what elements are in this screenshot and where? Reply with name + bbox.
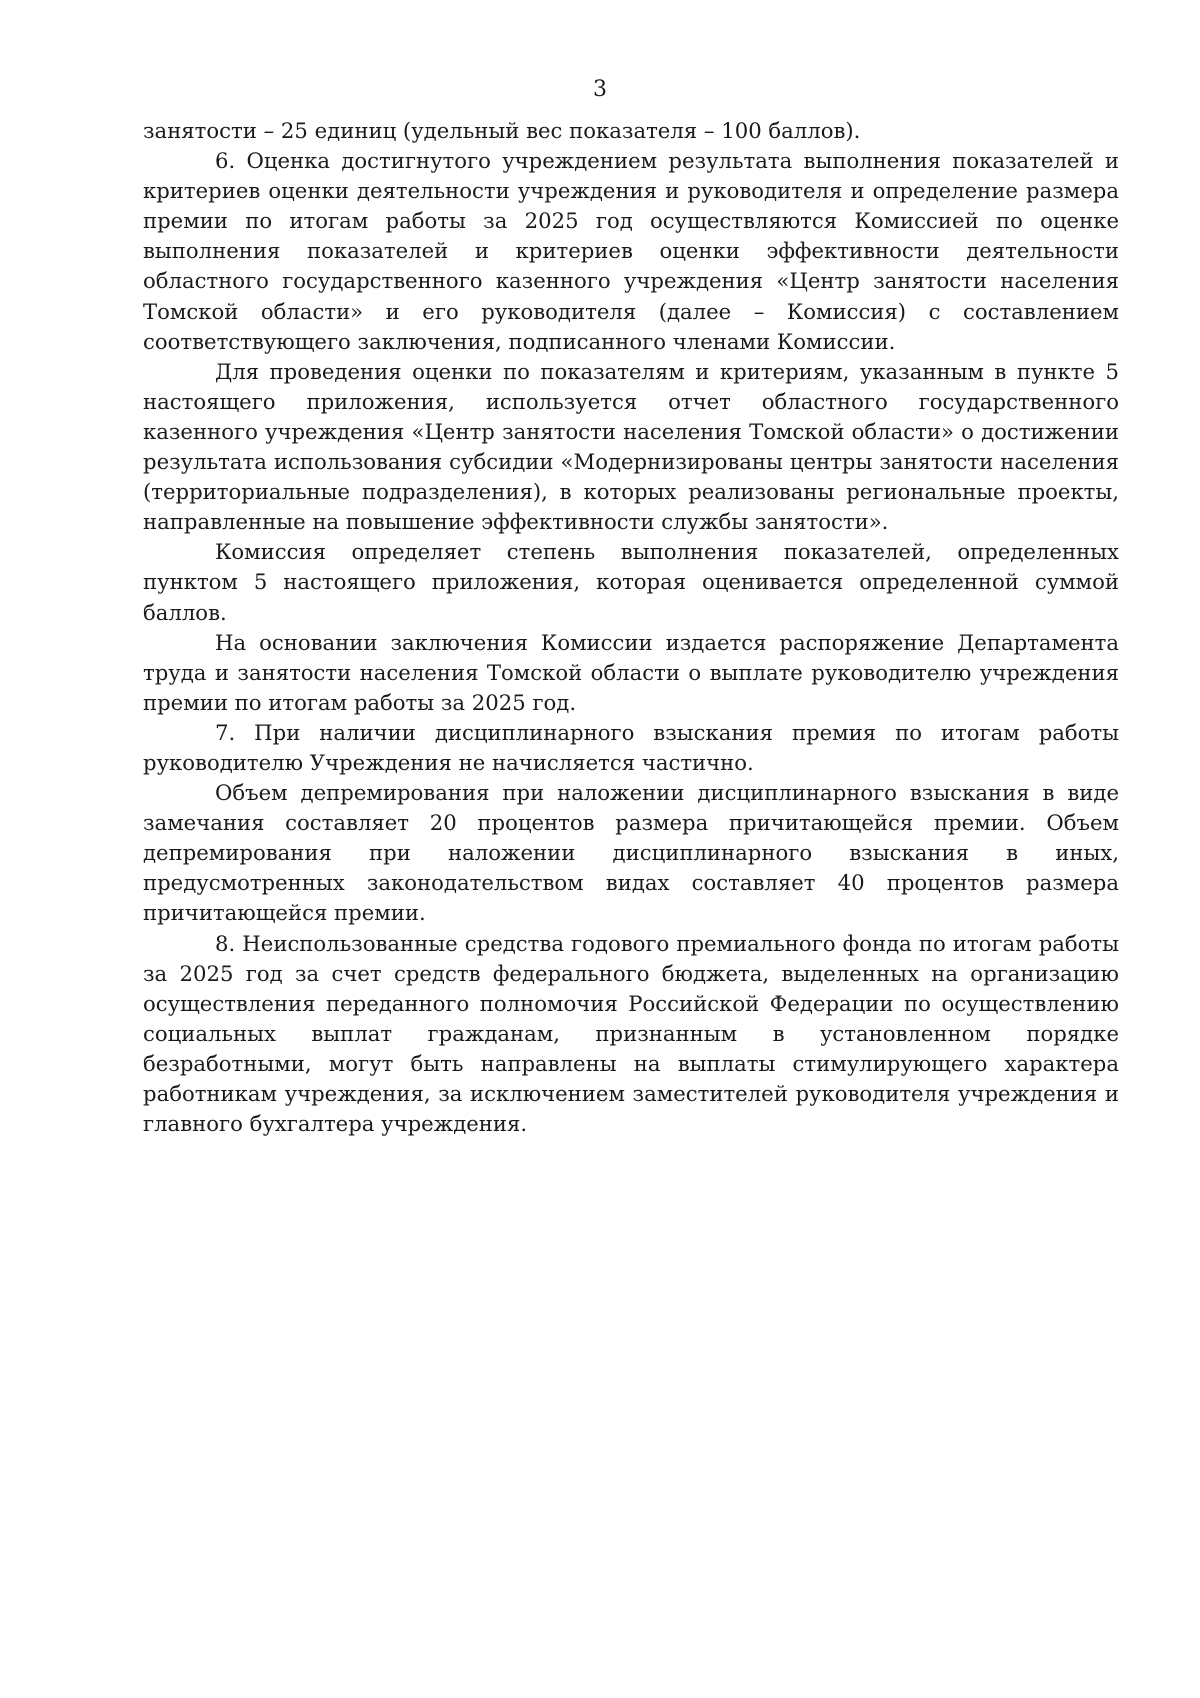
paragraph-item-7: 7. При наличии дисциплинарного взыскания премия по итогам работы руководителю Учреждения не начисляется частично.: [143, 719, 1119, 775]
paragraph-commission-score: Комиссия определяет степень выполнения показателей, определенных пунктом 5 настоящего приложения, которая оценивается определенной суммой баллов.: [143, 539, 1119, 625]
paragraph-order: На основании заключения Комиссии издается распоряжение Департамента труда и занятости населения Томской области о выплате руководителю учреждения премии по итогам работы за 2025 год.: [143, 629, 1119, 715]
page-number: 3: [593, 77, 607, 102]
paragraph-item-6: 6. Оценка достигнутого учреждением результата выполнения показателей и критериев оценки деятельности учреждения и руководителя и определение размера премии по итогам работы за 2025 год осуществляются Комиссией по оценке выполнения показателей и критериев оценки эффективности деятельности областного государственного казенного учреждения «Центр занятости населения Томской области» и его руководителя (далее – Комиссия) с составлением соответствующего заключения, подписанного членами Комиссии.: [143, 148, 1119, 354]
paragraph-evaluation-report: Для проведения оценки по показателям и критериям, указанным в пункте 5 настоящего приложения, используется отчет областного государственного казенного учреждения «Центр занятости населения Томской области» о достижении результата использования субсидии «Модернизированы центры занятости населения (территориальные подразделения), в которых реализованы региональные проекты, направленные на повышение эффективности службы занятости».: [143, 358, 1119, 535]
document-body: [143, 116, 1119, 1139]
paragraph-depremium: Объем депремирования при наложении дисциплинарного взыскания в виде замечания составляет 20 процентов размера причитающейся премии. Объем депремирования при наложении дисциплинарного взыскания в иных, предусмотренных законодательством видах составляет 40 процентов размера причитающейся премии.: [143, 780, 1119, 926]
paragraph-continuation: занятости – 25 единиц (удельный вес показателя – 100 баллов).: [143, 118, 861, 143]
paragraph-item-8: 8. Неиспользованные средства годового премиального фонда по итогам работы за 2025 год за счет средств федерального бюджета, выделенных на организацию осуществления переданного полномочия Российской Федерации по осуществлению социальных выплат гражданам, признанным в установленном порядке безработными, могут быть направлены на выплаты стимулирующего характера работникам учреждения, за исключением заместителей руководителя учреждения и главного бухгалтера учреждения.: [143, 930, 1119, 1137]
